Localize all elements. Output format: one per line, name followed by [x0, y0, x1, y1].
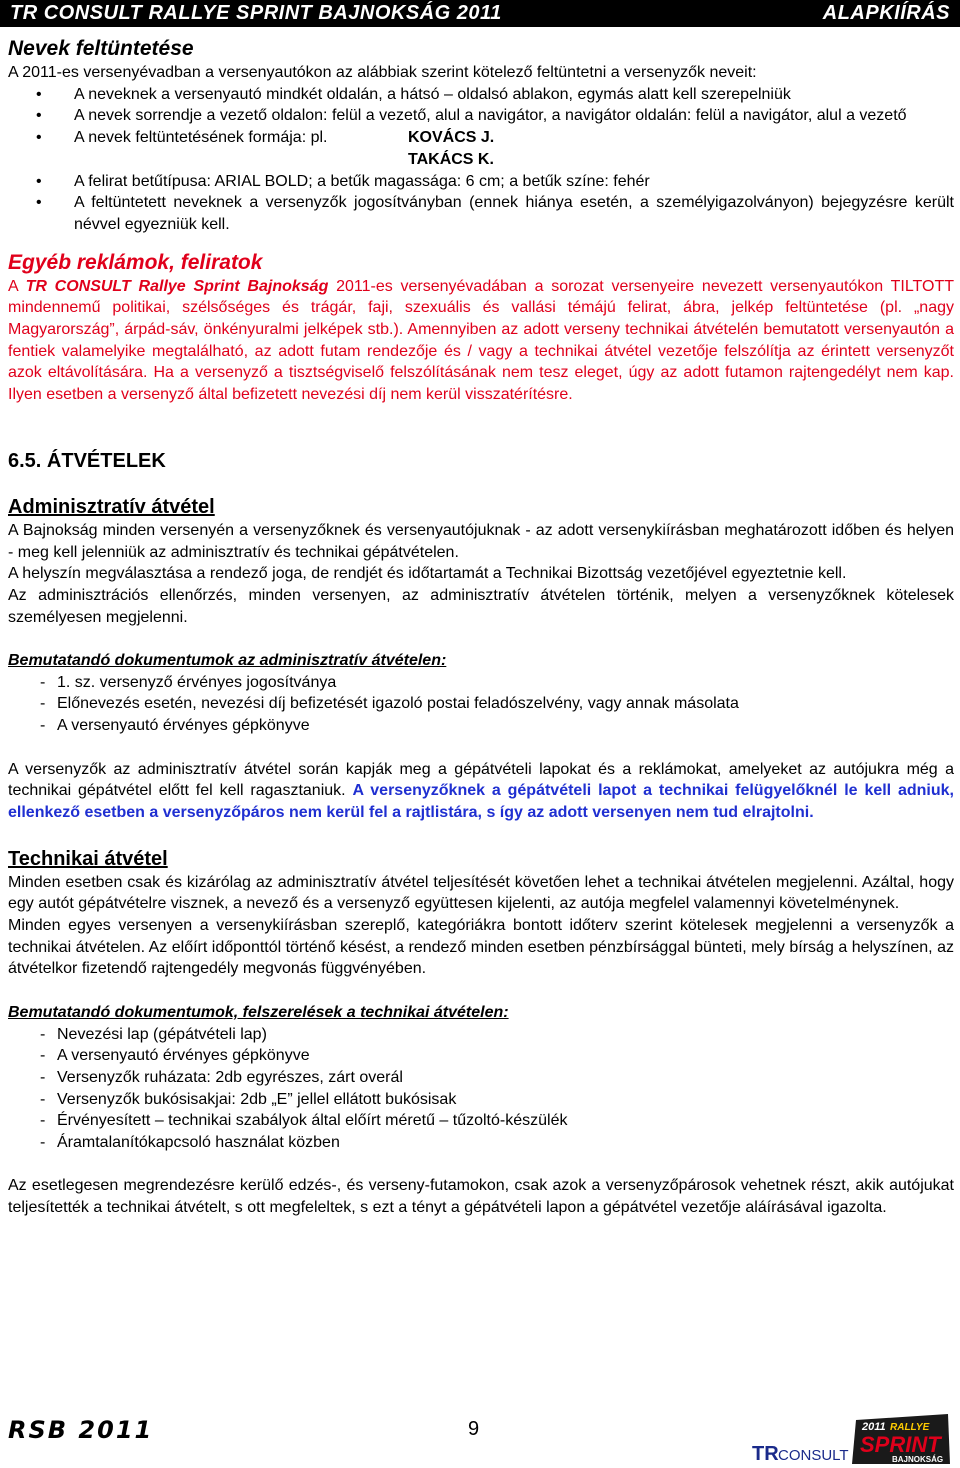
- adm-heading: Adminisztratív átvétel: [8, 495, 215, 518]
- logo-tr: TR: [752, 1443, 779, 1465]
- page-footer: [0, 1408, 960, 1468]
- list-item: • A feltüntetett neveknek a versenyzők jogosítványban (ennek hiánya esetén, a személyigazolványon) bejegyzésre került névvel egyezniük kell.: [8, 192, 954, 235]
- adm-paragraph-4: A versenyzők az adminisztratív átvétel során kapják meg a gépátvételi lapokat és a reklámokat, amelyeket az autójukra még a technikai gépátvétel előtt fel kell ragasztaniuk. A versenyzőknek a gépátvételi lapot a technikai felügyelőknél le kell adniuk, ellenkező esetben a versenyzőpáros nem kerül fel a rajtlistára, s így az adott versenyen nem tud elrajtolni.: [8, 760, 954, 821]
- tr-consult-rallye-sprint-logo: [752, 1410, 952, 1466]
- tech-docs-list: [8, 1024, 954, 1154]
- adm-paragraph-3: Az adminisztrációs ellenőrzés, minden versenyen, az adminisztratív átvételen történik, melyen a versenyzőknek kötelesek személyesen megjelenni.: [8, 586, 954, 626]
- tech-docs-heading: Bemutatandó dokumentumok, felszerelések a technikai átvételen:: [8, 1003, 509, 1021]
- adm-paragraph-1: A Bajnokság minden versenyén a versenyzőknek és versenyautójuknak - az adott versenykiírásban meghatározott időben és helyen - meg kell jelenniük az adminisztratív és technikai gépátvételen.: [8, 521, 954, 561]
- list-item: • A nevek sorrendje a vezető oldalon: felül a vezető, alul a navigátor, a navigátor oldalán: felül a navigátor, alul a vezető: [8, 105, 954, 127]
- tech-paragraph-3: Az esetlegesen megrendezésre kerülő edzés-, és verseny-futamokon, csak azok a versenyzőpárosok vehetnek részt, akik autójukat teljesítették a technikai átvételt, s ott megfeleltek, s ezt a tényt a gépátvételi lapon a gépátvétel vezetője aláírásával igazolta.: [8, 1177, 954, 1217]
- list-item: - Nevezési lap (gépátvételi lap): [8, 1024, 954, 1046]
- tech-paragraph-2: Minden egyes versenyen a versenykiírásban szereplő, kategóriákra bontott időterv szerint kötelesek megjelenni a versenyzők a technikai átvételen. Az előírt időponttól történő késést, a rendező minden esetben pénzbírsággal bünteti, mely bírság a helyszínen, az átvételkor fizetendő rajtengedély megvonás függvényében.: [8, 917, 954, 978]
- list-item: - A versenyautó érvényes gépkönyve: [8, 1045, 954, 1067]
- document-body: [8, 36, 954, 1219]
- header-title: TR CONSULT RALLYE SPRINT BAJNOKSÁG 2011: [10, 2, 502, 24]
- adm-docs-heading: Bemutatandó dokumentumok az adminisztratív átvételen:: [8, 652, 447, 670]
- tech-heading: Technikai átvétel: [8, 847, 168, 870]
- tech-paragraph-1: Minden esetben csak és kizárólag az adminisztratív átvétel teljesítését követően lehet a technikai átvételen megjelenni. Azáltal, hogy egy autót gépátvételre visznek, a nevező és a versenyző együttesen kijelenti, az autója megfelel valamennyi követelménynek.: [8, 873, 954, 913]
- list-item: • A felirat betűtípusa: ARIAL BOLD; a betűk magassága: 6 cm; a betűk színe: fehér: [8, 171, 954, 193]
- list-item: [8, 127, 954, 170]
- list-item: - Versenyzők bukósisakjai: 2db „E” jellel ellátott bukósisak: [8, 1089, 954, 1111]
- list-item: - Versenyzők ruházata: 2db egyrészes, zárt overál: [8, 1067, 954, 1089]
- list-item: - Előnevezés esetén, nevezési díj befizetését igazoló postai feladószelvény, vagy annak másolata: [8, 693, 954, 715]
- list-item: - 1. sz. versenyző érvényes jogosítványa: [8, 672, 954, 694]
- logo-year: 2011: [862, 1421, 886, 1433]
- egyeb-heading: Egyéb reklámok, feliratok: [8, 250, 263, 274]
- list-item: • A neveknek a versenyautó mindkét oldalán, a hátsó – oldalsó ablakon, egymás alatt kell szerepelniük: [8, 84, 954, 106]
- logo-rallye: RALLYE: [890, 1422, 930, 1433]
- logo-bajnoksag: BAJNOKSÁG: [892, 1455, 944, 1464]
- rsb-logo: RSB 2011: [8, 1416, 154, 1444]
- logo-consult: CONSULT: [778, 1447, 849, 1464]
- name-format-label: • A nevek feltüntetésének formája: pl.: [74, 129, 328, 147]
- adm-paragraph-2: A helyszín megválasztása a rendező joga, de rendjét és időtartamát a Technikai Bizottság vezetőjével egyeztetnie kell.: [8, 565, 847, 583]
- example-name-driver: KOVÁCS J.: [408, 129, 495, 147]
- nevek-rules-list: [8, 84, 954, 236]
- adm-warning: A versenyzőknek a gépátvételi lapot a technikai felügyelőknél le kell adniuk, ellenkező esetben a versenyzőpáros nem kerül fel a rajtlistára, s így az adott versenyen nem tud elrajtolni.: [8, 782, 954, 821]
- nevek-intro: A 2011-es versenyévadban a versenyautókon az alábbiak szerint kötelező feltüntetni a versenyzők neveit:: [8, 64, 757, 81]
- nevek-heading: Nevek feltüntetése: [8, 37, 194, 60]
- logo-sprint: SPRINT: [860, 1432, 941, 1457]
- series-name: TR CONSULT Rallye Sprint Bajnokság: [25, 277, 329, 295]
- adm-docs-list: [8, 672, 954, 737]
- list-item: - A versenyautó érvényes gépkönyve: [8, 715, 954, 737]
- list-item: - Érvényesített – technikai szabályok által előírt méretű – tűzoltó-készülék: [8, 1110, 954, 1132]
- example-name-navigator: TAKÁCS K.: [408, 150, 494, 168]
- list-item: - Áramtalanítókapcsoló használat közben: [8, 1132, 954, 1154]
- section-title: 6.5. ÁTVÉTELEK: [8, 449, 166, 472]
- header-doc-type: ALAPKIÍRÁS: [822, 2, 950, 24]
- page-number: 9: [468, 1418, 480, 1440]
- egyeb-paragraph: A TR CONSULT Rallye Sprint Bajnokság 2011-es versenyévadában a sorozat versenyeire nevezett versenyautókon TILTOTT mindennemű politikai, szélsőséges és trágár, faji, szexuális és vallási témájú felirat, ábra, jelkép feltüntetése (pl. „nagy Magyarország”, árpád-sáv, önkényuralmi jelképek stb.). Amennyiben az adott verseny technikai átvételén bemutatott versenyautón a fentiek valamelyike megtalálható, az adott futam rendezője és / vagy a technikai átvétel vezetője felszólítja az érintett versenyzőt azok eltávolítására. Ha a versenyző a tisztségviselő felszólításának nem tesz eleget, úgy az adott futamon rajtengedélyt nem kap. Ilyen esetben a versenyző által befizetett nevezési díj nem kerül visszatérítésre.: [8, 277, 955, 404]
- page-header: [0, 0, 960, 27]
